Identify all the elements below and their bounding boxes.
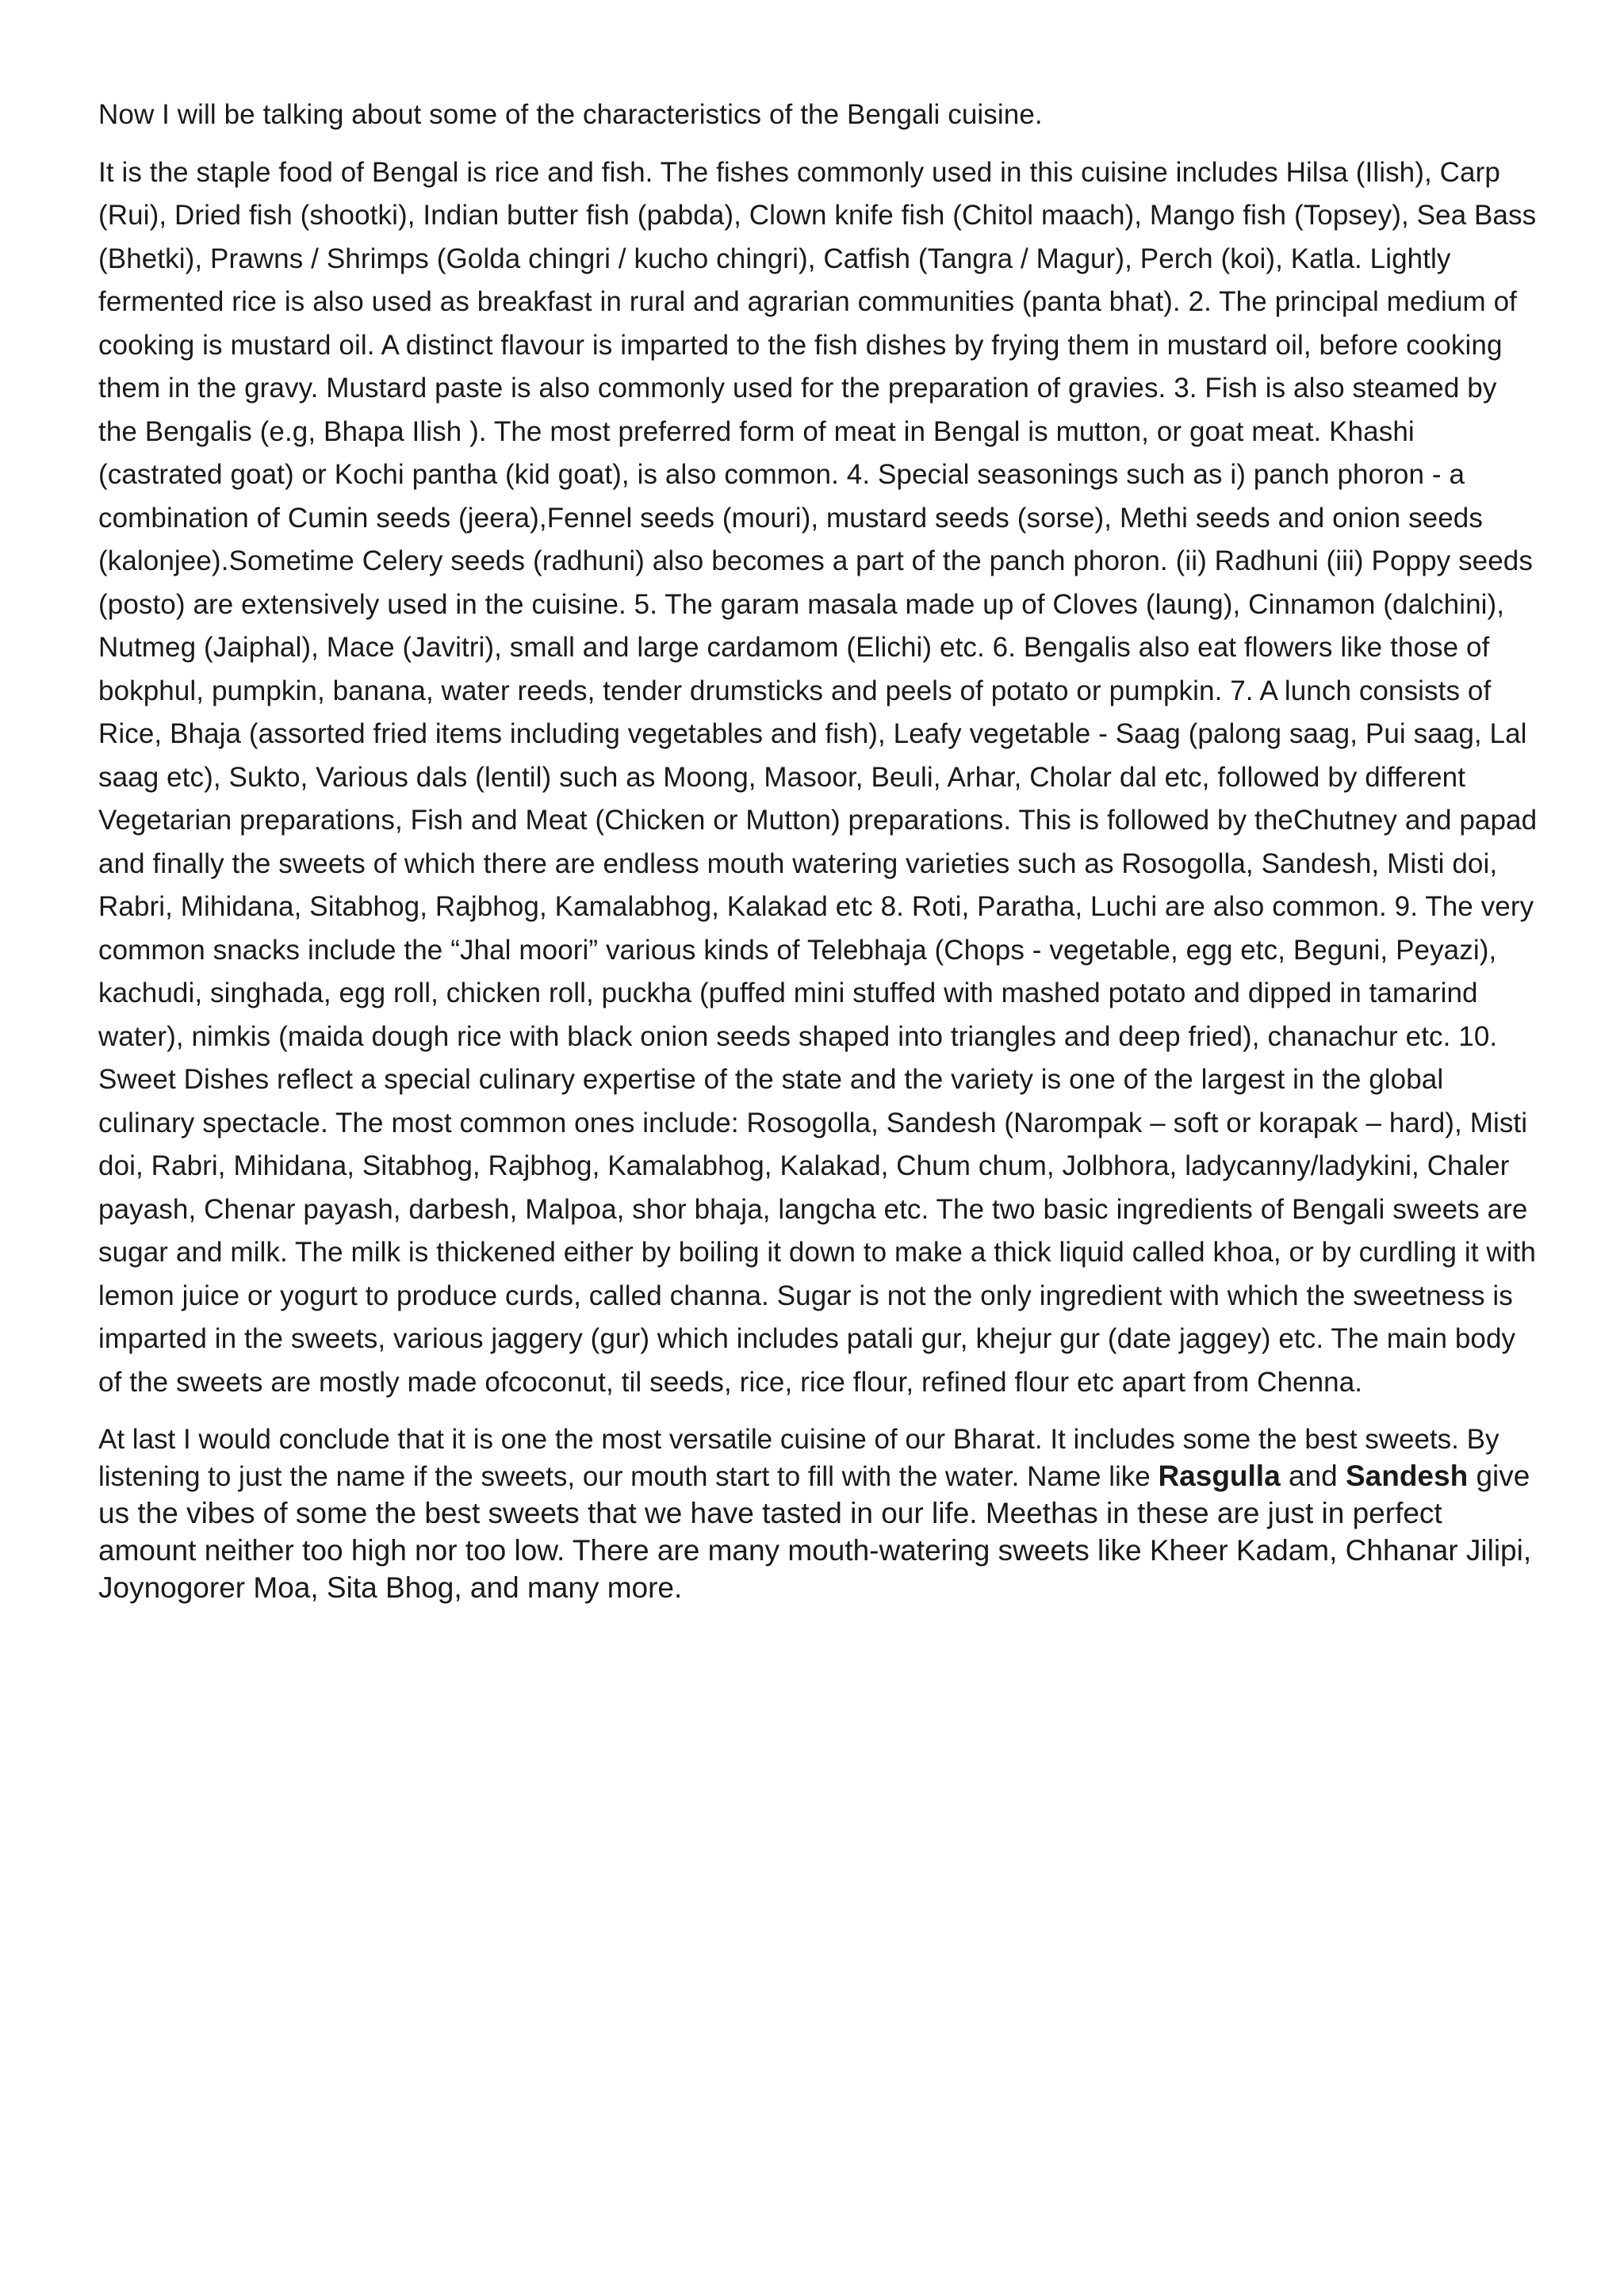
conclusion-bold-sandesh: Sandesh <box>1345 1460 1469 1492</box>
body-paragraph: It is the staple food of Bengal is rice and fish. The fishes commonly used in this cuisine includes Hilsa (Ilish), Carp (Rui), Dried fish (shootki), Indian butter fish (pabda), Clown knife fish (Chitol maach), Mango fish (Topsey), Sea Bass (Bhetki), Prawns / Shrimps (Golda chingri / kucho chingri), Catfish (Tangra / Magur), Perch (koi), Katla. Lightly fermented rice is also used as breakfast in rural and agrarian communities (panta bhat). 2. The principal medium of cooking is mustard oil. A distinct flavour is imparted to the fish dishes by frying them in mustard oil, before cooking them in the gravy. Mustard paste is also commonly used for the preparation of gravies. 3. Fish is also steamed by the Bengalis (e.g, Bhapa Ilish ). The most preferred form of meat in Bengal is mutton, or goat meat. Khashi (castrated goat) or Kochi pantha (kid goat), is also common. 4. Special seasonings such as i) panch phoron - a combination of Cumin seeds (jeera),Fennel seeds (mouri), mustard seeds (sorse), Methi seeds and onion seeds (kalonjee).Sometime Celery seeds (radhuni) also becomes a part of the panch phoron. (ii) Radhuni (iii) Poppy seeds (posto) are extensively used in the cuisine. 5. The garam masala made up of Cloves (laung), Cinnamon (dalchini), Nutmeg (Jaiphal), Mace (Javitri), small and large cardamom (Elichi) etc. 6. Bengalis also eat flowers like those of bokphul, pumpkin, banana, water reeds, tender drumsticks and peels of potato or pumpkin. 7. A lunch consists of Rice, Bhaja (assorted fried items including vegetables and fish), Leafy vegetable - Saag (palong saag, Pui saag, Lal saag etc), Sukto, Various dals (lentil) such as Moong, Masoor, Beuli, Arhar, Cholar dal etc, followed by different Vegetarian preparations, Fish and Meat (Chicken or Mutton) preparations. This is followed by theChutney and papad and finally the sweets of which there are endless mouth watering varieties such as Rosogolla, Sandesh, Misti doi, Rabri, Mihidana, Sitabhog, Rajbhog, Kamalabhog, Kalakad etc 8. Roti, Paratha, Luchi are also common. 9. The very common snacks include the “Jhal moori” various kinds of Telebhaja (Chops - vegetable, egg etc, Beguni, Peyazi), kachudi, singhada, egg roll, chicken roll, puckha (puffed mini stuffed with mashed potato and dipped in tamarind water), nimkis (maida dough rice with black onion seeds shaped into triangles and deep fried), chanachur etc. 10. Sweet Dishes reflect a special culinary expertise of the state and the variety is one of the largest in the global culinary spectacle. The most common ones include: Rosogolla, Sandesh (Narompak – soft or korapak – hard), Misti doi, Rabri, Mihidana, Sitabhog, Rajbhog, Kamalabhog, Kalakad, Chum chum, Jolbhora, ladycanny/ladykini, Chaler payash, Chenar payash, darbesh, Malpoa, shor bhaja, langcha etc. The two basic ingredients of Bengali sweets are sugar and milk. The milk is thickened either by boiling it down to make a thick liquid called khoa, or by curdling it with lemon juice or yogurt to produce curds, called channa. Sugar is not the only ingredient with which the sweetness is imparted in the sweets, various jaggery (gur) which includes patali gur, khejur gur (date jaggey) etc. The main body of the sweets are mostly made ofcoconut, til seeds, rice, rice flour, refined flour etc apart from Chenna. <box>98 156 1538 1398</box>
intro-paragraph: Now I will be talking about some of the characteristics of the Bengali cuisine. <box>98 99 1043 130</box>
conclusion-paragraph <box>98 1422 1542 1607</box>
document-page <box>98 94 1542 1607</box>
conclusion-bold-rasgulla: Rasgulla <box>1158 1460 1281 1492</box>
conclusion-rest: give us the vibes of some the best sweets that we have tasted in our life. Meethas in these are just in perfect amount neither too high nor too low. There are many mouth-watering sweets like Kheer Kadam, Chhanar Jilipi, Joynogorer Moa, Sita Bhog, and many more. <box>98 1460 1532 1604</box>
conclusion-lead: At last I would conclude that it is one the most versatile cuisine of our Bharat. It includes some the best sweets. By listening to just the name if the sweets, our mouth start to fill with the water. Name like <box>98 1424 1500 1492</box>
conclusion-and: and <box>1280 1460 1346 1492</box>
